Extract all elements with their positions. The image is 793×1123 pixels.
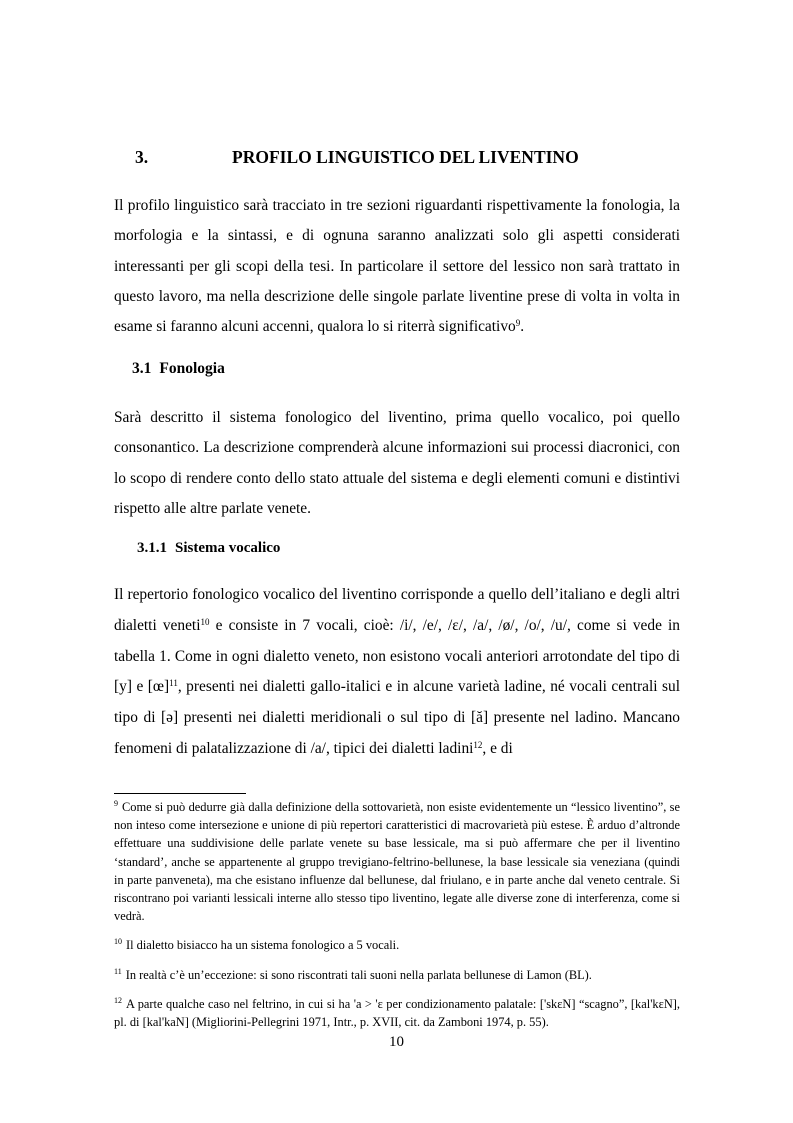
footnote-9	[114, 798, 680, 925]
footnote-text: Il dialetto bisiacco ha un sistema fonologico a 5 vocali.	[126, 938, 400, 953]
section-paragraph: Sarà descritto il sistema fonologico del liventino, prima quello vocalico, poi quello consonantico. La descrizione comprenderà alcune informazioni sui processi diacronici, con lo scopo di rendere conto dello stato attuale del sistema e degli elementi comuni e distintivi rispetto alle altre parlate venete.	[114, 409, 680, 517]
intro-end: .	[520, 318, 525, 336]
footnote-11	[114, 966, 680, 984]
footnote-ref-11[interactable]: 11	[169, 678, 178, 689]
subsection-text-b: e consiste in 7 vocali, cioè: /i/, /e/, /ɛ/, /a/, /ø/, /o/, /u/, come si vede in tabella 1. Come in ogni dialetto veneto, non esistono vocali anteriori arrotondate del tipo di [y] e [œ]	[114, 616, 680, 696]
subsection-text-d: , e di	[482, 739, 513, 757]
footnote-text: Come si può dedurre già dalla definizione della sottovarietà, non esiste evidentemente un “lessico liventino”, se non inteso come intersezione e unione di più repertori caratteristici di macrovarietà più estese. È arduo d’altronde effettuare una suddivisione delle parlate venete su base lessicale, ma si può affermare che per il liventino ‘standard’, anche se appartenente al gruppo trevigiano-feltrino-bellunese, la base lessicale sia veneziana (quindi in parte panveneta), ma che esistano influenze dal bellunese, dal friulano, e in parte anche dal veneto centrale. Si riscontrano poi varianti lessicali interne allo stesso tipo liventino, legate alle diverse zone di interferenza, come si vedrà.	[114, 800, 680, 924]
footnotes	[114, 798, 680, 1042]
footnote-ref-10[interactable]: 10	[200, 616, 210, 627]
subsection-heading	[137, 538, 280, 558]
subsection-text-c: , presenti nei dialetti gallo-italici e in alcune varietà ladine, né vocali centrali sul tipo di [ə] presenti nei dialetti meridionali o sul tipo di [ă] presente nel ladino. Mancano fenomeni di palatalizzazione di /a/, tipici dei dialetti ladini	[114, 678, 680, 757]
page-number: 10	[389, 1034, 404, 1050]
footnote-mark: 9	[114, 799, 118, 808]
chapter-title: PROFILO LINGUISTICO DEL LIVENTINO	[232, 147, 579, 167]
footnote-text: In realtà c’è un’eccezione: si sono riscontrati tali suoni nella parlata bellunese di Lamon (BL).	[125, 967, 592, 982]
footnote-12	[114, 995, 680, 1031]
section-number: 3.1	[132, 360, 152, 377]
intro-paragraph	[114, 191, 680, 342]
subsection-title: Sistema vocalico	[175, 540, 281, 556]
footnote-ref-12[interactable]: 12	[473, 739, 483, 750]
footnote-mark: 12	[114, 995, 122, 1005]
footnote-10	[114, 936, 680, 954]
subsection-number: 3.1.1	[137, 540, 167, 556]
footnote-ref-9[interactable]: 9	[515, 318, 521, 329]
footnote-separator	[114, 793, 246, 794]
subsection-text-a: Il repertorio fonologico vocalico del liventino corrisponde a quello dell’italiano e degli altri dialetti veneti	[114, 586, 680, 634]
chapter-number: 3.	[135, 147, 149, 167]
section-heading	[132, 359, 225, 379]
intro-text: Il profilo linguistico sarà tracciato in tre sezioni riguardanti rispettivamente la fonologia, la morfologia e la sintassi, e di ognuna saranno analizzati solo gli aspetti considerati interessanti per gli scopi della tesi. In particolare il settore del lessico non sarà trattato in questo lavoro, ma nella descrizione delle singole parlate liventine prese di volta in volta in esame si faranno alcuni accenni, qualora lo si riterrà significativo	[114, 197, 680, 336]
footnote-text: A parte qualche caso nel feltrino, in cui si ha 'a > 'ɛ per condizionamento palatale: ['skɛN] “scagno”, [kal'kɛN], pl. di [kal'kaN] (Migliorini-Pellegrini 1971, Intr., p. XVII, cit. da Zamboni 1974, p. 55).	[114, 996, 680, 1030]
section-title: Fonologia	[159, 360, 225, 377]
footnote-mark: 11	[114, 966, 122, 976]
footnote-mark: 10	[114, 937, 122, 947]
subsection-paragraph	[114, 580, 680, 765]
